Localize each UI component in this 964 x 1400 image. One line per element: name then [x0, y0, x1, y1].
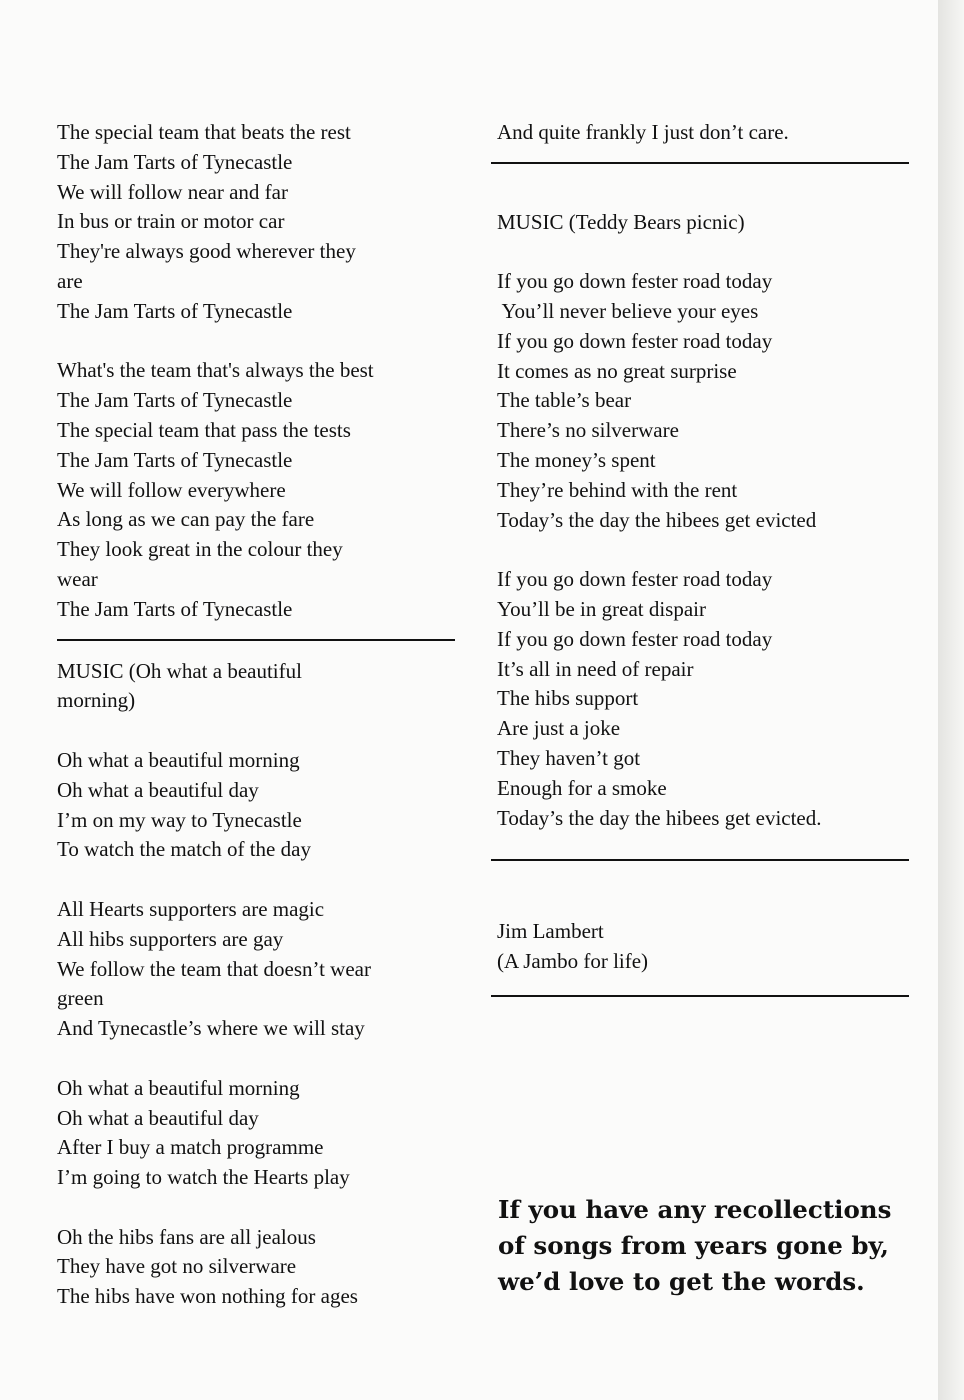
lyric-line: In bus or train or motor car	[57, 209, 285, 234]
section-divider	[57, 639, 455, 641]
lyric-line: And quite frankly I just don’t care.	[497, 120, 789, 144]
verse-gap	[57, 1193, 457, 1223]
lyric-line: If you go down fester road today	[497, 567, 773, 592]
verse-gap	[57, 1044, 457, 1074]
callout-line: If you have any recollections	[498, 1195, 892, 1224]
verse-gap	[57, 716, 457, 746]
music-title-teddy-bears: MUSIC (Teddy Bears picnic)	[497, 209, 745, 234]
lyric-line: There’s no silverware	[497, 418, 679, 443]
lyric-line: You’ll never believe your eyes	[497, 298, 759, 323]
lyric-line: Oh what a beautiful day	[57, 777, 259, 802]
lyric-line: Oh what a beautiful day	[57, 1105, 259, 1130]
lyric-line: They're always good wherever they	[57, 239, 356, 264]
music-title-line: MUSIC (Oh what a beautiful	[57, 658, 302, 683]
verse-gap	[497, 875, 917, 905]
lyric-line: All hibs supporters are gay	[57, 926, 284, 951]
song-verse-fester-road-2	[497, 565, 917, 833]
song-verse-morning-4	[57, 1223, 457, 1312]
lyric-line: green	[57, 986, 104, 1011]
song-verse-fester-road-1	[497, 267, 917, 535]
lyric-line: The Jam Tarts of Tynecastle	[57, 388, 293, 413]
song-verse-jam-tarts-1	[57, 118, 457, 327]
section-divider	[491, 859, 909, 861]
lyric-line: As long as we can pay the fare	[57, 507, 315, 532]
lyric-line: What's the team that's always the best	[57, 358, 374, 383]
lyric-line: Today’s the day the hibees get evicted	[497, 507, 817, 532]
lyric-line: wear	[57, 566, 98, 591]
lyric-line: The money’s spent	[497, 447, 656, 472]
verse-gap	[497, 905, 917, 917]
lyric-line: They look great in the colour they	[57, 537, 343, 562]
lyric-line: After I buy a match programme	[57, 1135, 324, 1160]
verse-gap	[497, 237, 917, 267]
verse-gap	[57, 327, 457, 357]
lyric-line: The special team that pass the tests	[57, 417, 351, 442]
section-divider	[491, 162, 909, 164]
music-title-beautiful-morning	[57, 657, 457, 717]
lyric-line: I’m going to watch the Hearts play	[57, 1165, 350, 1190]
lyric-line: I’m on my way to Tynecastle	[57, 807, 302, 832]
lyric-line: Are just a joke	[497, 716, 621, 741]
song-verse-morning-1	[57, 746, 457, 865]
left-column	[57, 118, 457, 1312]
lyric-line: All Hearts supporters are magic	[57, 896, 325, 921]
lyric-line: We follow the team that doesn’t wear	[57, 956, 371, 981]
callout-line: of songs from years gone by,	[498, 1231, 889, 1260]
lyric-line: are	[57, 268, 83, 293]
author-signature	[497, 917, 917, 977]
lyric-line: The Jam Tarts of Tynecastle	[57, 298, 293, 323]
verse-gap	[497, 178, 917, 208]
author-name: Jim Lambert	[497, 919, 604, 944]
lyric-line: To watch the match of the day	[57, 837, 311, 862]
lyric-line: The hibs have won nothing for ages	[57, 1284, 358, 1309]
callout-line: we’d love to get the words.	[498, 1267, 865, 1296]
lyric-line: Enough for a smoke	[497, 775, 667, 800]
lyric-line: And Tynecastle’s where we will stay	[57, 1016, 365, 1041]
lyric-line: They haven’t got	[497, 745, 641, 770]
recollections-callout	[498, 1192, 918, 1300]
lyric-line: It comes as no great surprise	[497, 358, 737, 383]
lyric-line: The Jam Tarts of Tynecastle	[57, 447, 293, 472]
lyric-line: If you go down fester road today	[497, 626, 773, 651]
lyric-line: The special team that beats the rest	[57, 120, 351, 144]
lyric-line: You’ll be in great dispair	[497, 596, 707, 621]
right-column	[497, 118, 917, 1011]
lyric-line: Oh what a beautiful morning	[57, 1075, 300, 1100]
section-divider	[491, 995, 909, 997]
verse-gap	[57, 865, 457, 895]
verse-gap	[497, 535, 917, 565]
lyric-line: The hibs support	[497, 686, 639, 711]
lyric-line: They have got no silverware	[57, 1254, 297, 1279]
lyric-line: Today’s the day the hibees get evicted.	[497, 805, 822, 830]
lyric-line: The Jam Tarts of Tynecastle	[57, 596, 293, 621]
lyric-line: The table’s bear	[497, 388, 632, 413]
song-verse-jam-tarts-2	[57, 356, 457, 624]
lyric-line: They’re behind with the rent	[497, 477, 738, 502]
lyric-line: It’s all in need of repair	[497, 656, 694, 681]
lyric-line: Oh what a beautiful morning	[57, 747, 300, 772]
lyric-line: If you go down fester road today	[497, 269, 773, 294]
lyric-line: We will follow near and far	[57, 179, 288, 204]
lyric-line: We will follow everywhere	[57, 477, 286, 502]
page-edge-shadow	[938, 0, 964, 1400]
song-verse-morning-2	[57, 895, 457, 1044]
song-verse-morning-3	[57, 1074, 457, 1193]
author-tagline: (A Jambo for life)	[497, 948, 649, 973]
lyric-line: The Jam Tarts of Tynecastle	[57, 149, 293, 174]
music-title-line: morning)	[57, 688, 136, 713]
lyric-line: If you go down fester road today	[497, 328, 773, 353]
lyric-line: Oh the hibs fans are all jealous	[57, 1224, 316, 1249]
